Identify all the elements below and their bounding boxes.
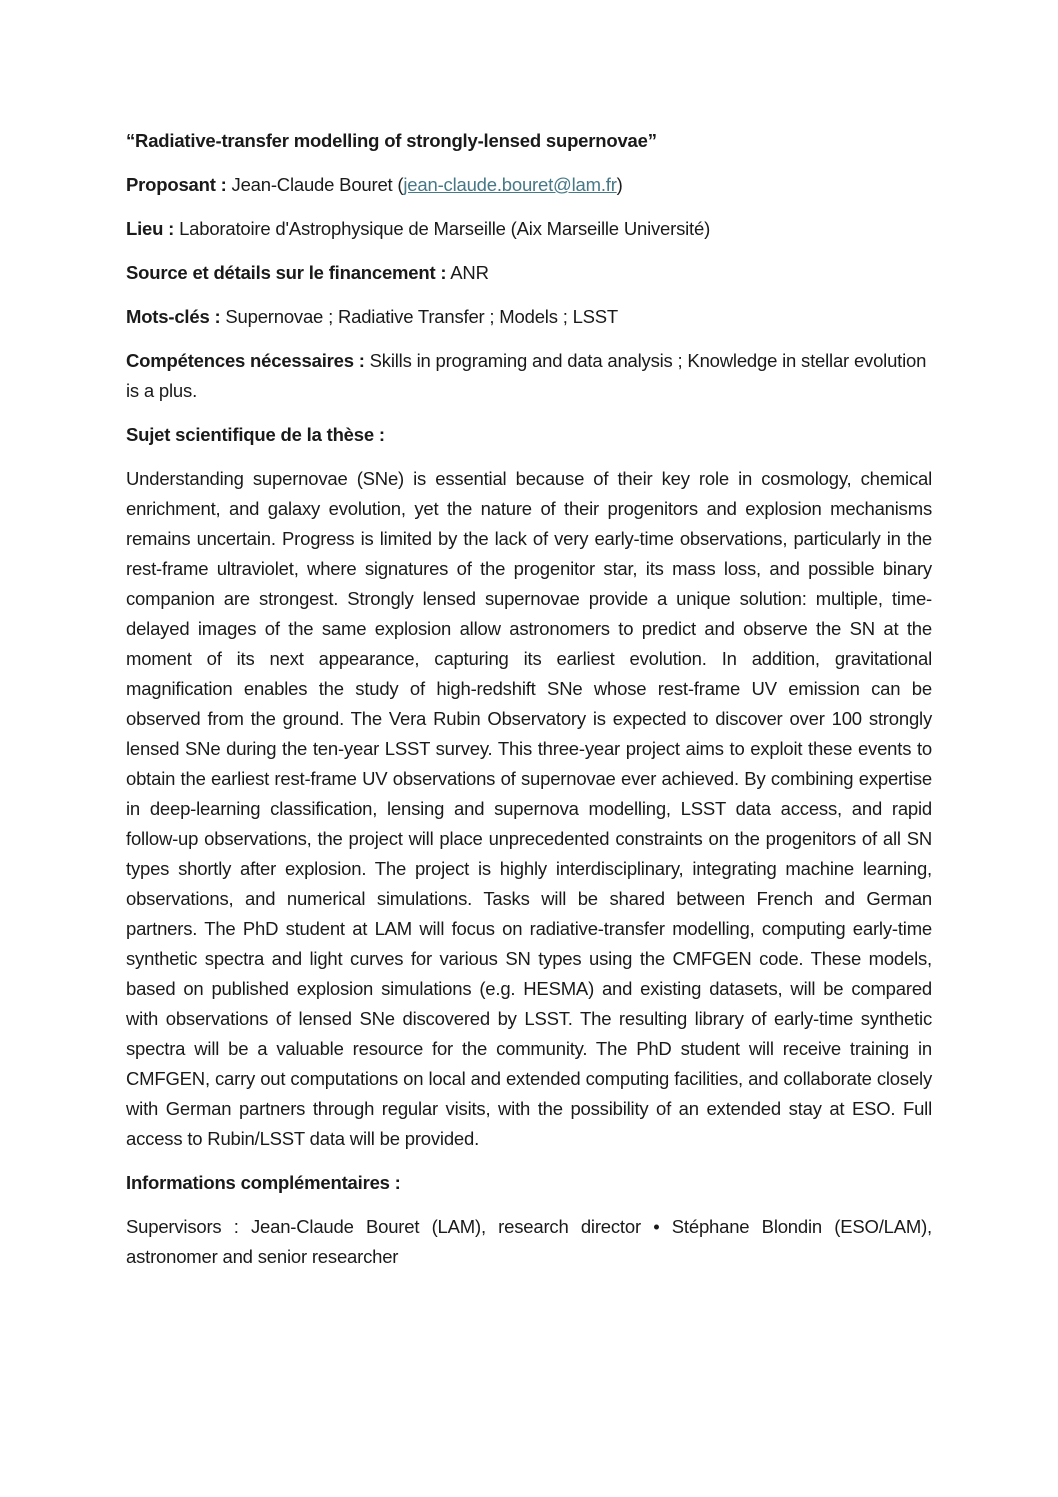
field-label: Proposant : bbox=[126, 174, 227, 195]
field-competences bbox=[126, 346, 932, 406]
field-lieu bbox=[126, 214, 932, 244]
section-heading-infos: Informations complémentaires : bbox=[126, 1172, 401, 1193]
field-value: ANR bbox=[446, 262, 489, 283]
document-page bbox=[126, 126, 932, 1286]
field-financement bbox=[126, 258, 932, 288]
field-label: Mots-clés : bbox=[126, 306, 221, 327]
sujet-body: Understanding supernovae (SNe) is essential because of their key role in cosmology, chemical enrichment, and galaxy evolution, yet the nature of their progenitors and explosion mechanisms remains uncertain. Progress is limited by the lack of very early-time observations, particularly in the rest-frame ultraviolet, where signatures of the progenitor star, its mass loss, and possible binary companion are strongest. Strongly lensed supernovae provide a unique solution: multiple, time-delayed images of the same explosion allow astronomers to predict and observe the SN at the moment of its next appearance, capturing its earliest evolution. In addition, gravitational magnification enables the study of high-redshift SNe whose rest-frame UV emission can be observed from the ground. The Vera Rubin Observatory is expected to discover over 100 strongly lensed SNe during the ten-year LSST survey. This three-year project aims to exploit these events to obtain the earliest rest-frame UV observations of supernovae ever achieved. By combining expertise in deep-learning classification, lensing and supernova modelling, LSST data access, and rapid follow-up observations, the project will place unprecedented constraints on the progenitors of all SN types shortly after explosion. The project is highly interdisciplinary, integrating machine learning, observations, and numerical simulations. Tasks will be shared between French and German partners. The PhD student at LAM will focus on radiative-transfer modelling, computing early-time synthetic spectra and light curves for various SN types using the CMFGEN code. These models, based on published explosion simulations (e.g. HESMA) and existing datasets, will be compared with observations of lensed SNe discovered by LSST. The resulting library of early-time synthetic spectra will be a valuable resource for the community. The PhD student will receive training in CMFGEN, carry out computations on local and extended computing facilities, and collaborate closely with German partners through regular visits, with the possibility of an extended stay at ESO. Full access to Rubin/LSST data will be provided. bbox=[126, 468, 932, 1149]
field-label: Source et détails sur le financement : bbox=[126, 262, 447, 283]
field-value: Supernovae ; Radiative Transfer ; Models ; LSST bbox=[220, 306, 619, 327]
section-heading-sujet: Sujet scientifique de la thèse : bbox=[126, 424, 385, 445]
document-title: “Radiative-transfer modelling of strongly-lensed supernovae” bbox=[126, 130, 657, 151]
email-link[interactable]: jean-claude.bouret@lam.fr bbox=[403, 174, 617, 195]
field-label: Lieu : bbox=[126, 218, 175, 239]
field-mots-cles bbox=[126, 302, 932, 332]
field-value: Skills in programing and data analysis ; Knowledge in stellar evolution is a plus. bbox=[126, 350, 927, 401]
field-value-suffix: ) bbox=[616, 174, 623, 195]
field-value: Jean-Claude Bouret ( bbox=[226, 174, 404, 195]
field-value: Laboratoire d'Astrophysique de Marseille (Aix Marseille Université) bbox=[174, 218, 711, 239]
infos-body: Supervisors : Jean-Claude Bouret (LAM), research director • Stéphane Blondin (ESO/LAM), astronomer and senior researcher bbox=[126, 1216, 932, 1267]
field-proposant bbox=[126, 170, 932, 200]
field-label: Compétences nécessaires : bbox=[126, 350, 365, 371]
